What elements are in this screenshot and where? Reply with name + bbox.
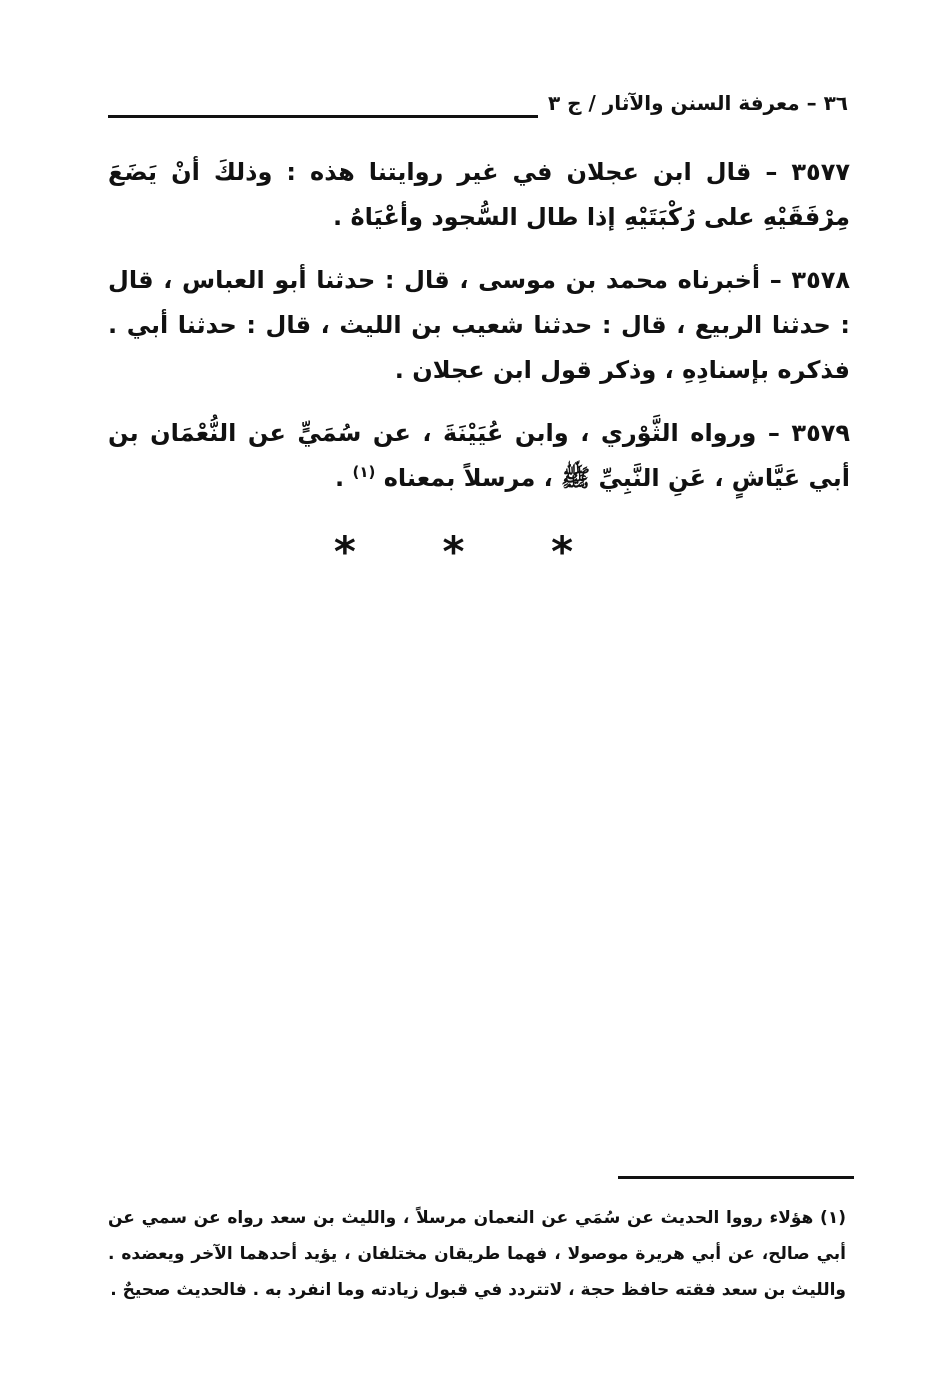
- hadith-text: – ورواه الثَّوْري ، وابن عُيَيْنَةَ ، عن سُمَيٍّ عن النُّعْمَان بن أبي عَيَّاشٍ ، عَنِ النَّبِيِّ ﷺ ، مرسلاً بمعناه: [108, 419, 850, 492]
- footnote-marker[interactable]: (١): [352, 463, 376, 481]
- footnote-rule: [618, 1176, 854, 1179]
- hadith-3577: [108, 150, 850, 240]
- header-title: ٣٦ – معرفة السنن والآثار / ج ٣: [538, 88, 848, 118]
- hadith-number: ٣٥٧٨: [791, 266, 851, 294]
- main-text: [108, 150, 850, 519]
- hadith-3578: [108, 258, 850, 393]
- hadith-text: – أخبرناه محمد بن موسى ، قال : حدثنا أبو العباس ، قال : حدثنا الربيع ، قال : حدثنا شعيب بن الليث ، قال : حدثنا أبي . فذكره بإسنادِهِ ، وذكر قول ابن عجلان .: [108, 266, 850, 384]
- hadith-3579: [108, 411, 850, 501]
- section-break-stars: * * *: [333, 527, 610, 576]
- hadith-number: ٣٥٧٧: [791, 158, 850, 186]
- footnotes: [108, 1200, 846, 1308]
- footnote-1: [108, 1200, 846, 1308]
- hadith-text: – قال ابن عجلان في غير روايتنا هذه : وذلكَ أنْ يَضَعَ مِرْفَقَيْهِ على رُكْبَتَيْهِ إذا طال السُّجود وأعْيَاهُ .: [108, 158, 850, 231]
- hadith-text-end: .: [335, 464, 353, 492]
- footnote-text: (١) هؤلاء رووا الحديث عن سُمَي عن النعمان مرسلاً ، والليث بن سعد رواه عن سمي عن أبي صالح، عن أبي هريرة موصولا ، فهما طريقان مختلفان ، يؤيد أحدهما الآخر ويعضده . والليث بن سعد فقته حافظ حجة ، لاتتردد في قبول زيادته وما انفرد به . فالحديث صحيحٌ .: [108, 1208, 846, 1300]
- running-header: [108, 88, 848, 122]
- hadith-number: ٣٥٧٩: [791, 419, 851, 447]
